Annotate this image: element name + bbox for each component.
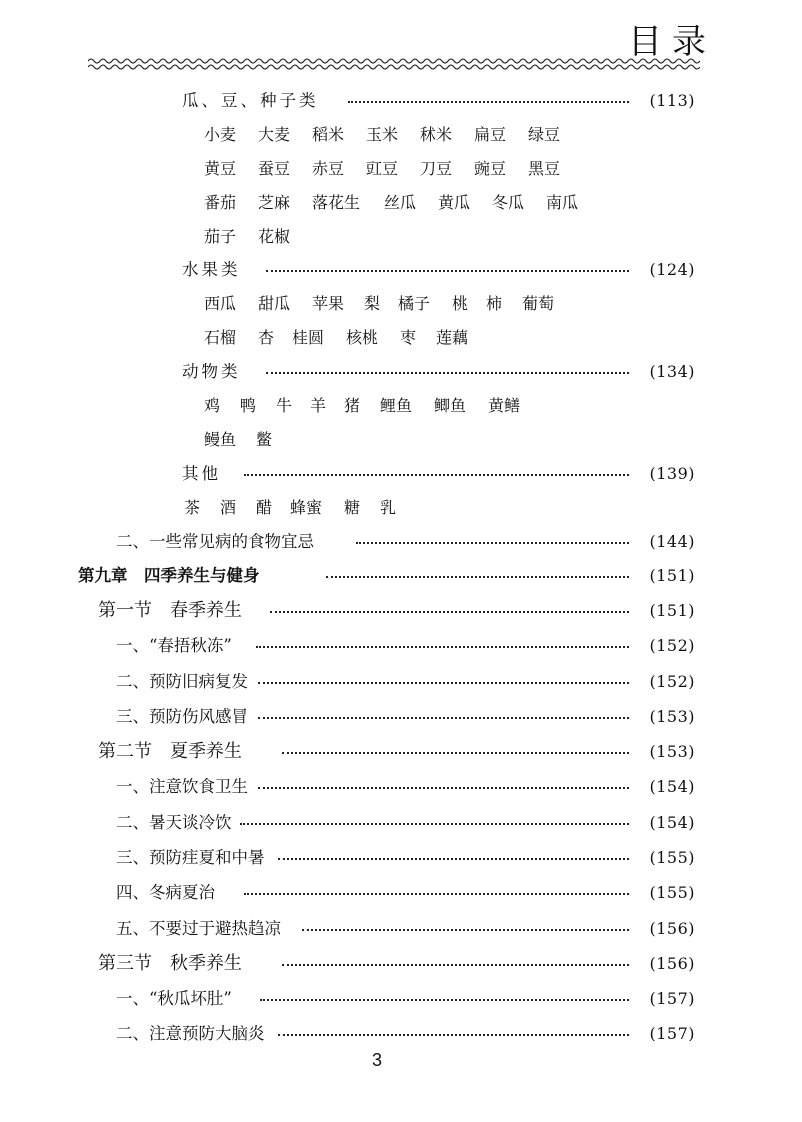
toc-section-entry[interactable] bbox=[98, 739, 695, 765]
toc-entry-page: (153) bbox=[649, 742, 695, 761]
toc-item-row bbox=[204, 325, 468, 351]
toc-item: 丝瓜 bbox=[384, 193, 417, 212]
toc-leader bbox=[256, 646, 629, 648]
toc-entry-label: 四、冬病夏治 bbox=[116, 883, 215, 902]
toc-entry[interactable] bbox=[116, 986, 695, 1012]
toc-entry-page: (152) bbox=[649, 672, 695, 691]
toc-item: 桂圆 bbox=[292, 328, 325, 347]
toc-item: 鲫鱼 bbox=[434, 396, 467, 415]
toc-item: 南瓜 bbox=[546, 193, 579, 212]
toc-item: 茄子 bbox=[204, 227, 237, 246]
toc-entry-page: (154) bbox=[649, 777, 695, 796]
toc-item: 鳖 bbox=[256, 430, 273, 449]
toc-item: 黑豆 bbox=[528, 159, 561, 178]
toc-item: 刀豆 bbox=[420, 159, 453, 178]
toc-item: 甜瓜 bbox=[258, 294, 291, 313]
toc-entry-label: 二、一些常见病的食物宜忌 bbox=[116, 532, 314, 551]
toc-entry[interactable] bbox=[116, 1021, 695, 1047]
toc-entry-label: 二、预防旧病复发 bbox=[116, 672, 248, 691]
toc-entry-label: 二、暑天谈冷饮 bbox=[116, 813, 232, 832]
toc-item: 羊 bbox=[310, 396, 327, 415]
toc-item-row bbox=[184, 495, 396, 521]
toc-item: 梨 bbox=[364, 294, 381, 313]
toc-entry-page: (139) bbox=[649, 464, 695, 483]
toc-item: 豌豆 bbox=[474, 159, 507, 178]
toc-entry-page: (157) bbox=[649, 1024, 695, 1043]
toc-entry-label: 三、预防伤风感冒 bbox=[116, 707, 248, 726]
toc-leader bbox=[356, 542, 629, 544]
toc-entry-page: (113) bbox=[649, 91, 695, 110]
toc-chapter-entry[interactable] bbox=[78, 563, 695, 589]
toc-item: 冬瓜 bbox=[492, 193, 525, 212]
toc-leader bbox=[258, 682, 629, 684]
toc-item: 花椒 bbox=[258, 227, 291, 246]
toc-item: 秫米 bbox=[420, 125, 453, 144]
toc-entry[interactable] bbox=[116, 774, 695, 800]
toc-leader bbox=[240, 823, 629, 825]
toc-entry-page: (155) bbox=[649, 848, 695, 867]
toc-entry-page: (156) bbox=[649, 954, 695, 973]
toc-item: 杏 bbox=[258, 328, 275, 347]
toc-item: 蚕豆 bbox=[258, 159, 291, 178]
toc-leader bbox=[302, 929, 629, 931]
toc-item-row bbox=[204, 156, 560, 182]
toc-leader bbox=[282, 752, 629, 754]
toc-item: 莲藕 bbox=[436, 328, 469, 347]
toc-entry[interactable] bbox=[116, 880, 695, 906]
toc-entry-page: (134) bbox=[649, 362, 695, 381]
toc-item: 鸡 bbox=[204, 396, 221, 415]
toc-entry[interactable] bbox=[116, 810, 695, 836]
toc-leader bbox=[266, 270, 629, 272]
toc-entry-label: 第三节 秋季养生 bbox=[98, 953, 242, 974]
toc-entry[interactable] bbox=[182, 359, 695, 385]
toc-item: 桃 bbox=[452, 294, 469, 313]
toc-leader bbox=[282, 964, 629, 966]
toc-entry-page: (152) bbox=[649, 636, 695, 655]
toc-leader bbox=[244, 474, 629, 476]
toc-item: 扁豆 bbox=[474, 125, 507, 144]
toc-item: 蜂蜜 bbox=[290, 498, 323, 517]
toc-entry-page: (155) bbox=[649, 883, 695, 902]
toc-entry-label: 水果类 bbox=[182, 260, 241, 279]
toc-entry-page: (151) bbox=[649, 601, 695, 620]
toc-item: 黄鳝 bbox=[488, 396, 521, 415]
toc-entry-page: (144) bbox=[649, 532, 695, 551]
toc-entry-label: 一、“秋瓜坏肚” bbox=[116, 989, 232, 1008]
toc-leader bbox=[260, 999, 629, 1001]
toc-item: 醋 bbox=[256, 498, 273, 517]
toc-entry-label: 第一节 春季养生 bbox=[98, 600, 242, 621]
toc-item: 酒 bbox=[220, 498, 237, 517]
toc-item: 糖 bbox=[344, 498, 361, 517]
toc-item: 石榴 bbox=[204, 328, 237, 347]
toc-entry-label: 其他 bbox=[182, 464, 221, 483]
toc-leader bbox=[278, 858, 629, 860]
toc-section-entry[interactable] bbox=[98, 951, 695, 977]
toc-leader bbox=[348, 101, 629, 103]
toc-item: 猪 bbox=[344, 396, 361, 415]
toc-item: 芝麻 bbox=[258, 193, 291, 212]
page-number: 3 bbox=[372, 1050, 383, 1070]
toc-entry-page: (156) bbox=[649, 919, 695, 938]
toc-item: 小麦 bbox=[204, 125, 237, 144]
toc-item-row bbox=[204, 190, 578, 216]
toc-item: 玉米 bbox=[366, 125, 399, 144]
toc-entry-label: 第九章 四季养生与健身 bbox=[78, 566, 260, 585]
toc-item: 赤豆 bbox=[312, 159, 345, 178]
toc-item: 鳗鱼 bbox=[204, 430, 237, 449]
toc-entry-page: (157) bbox=[649, 989, 695, 1008]
toc-section-entry[interactable] bbox=[98, 598, 695, 624]
toc-item-row bbox=[204, 291, 554, 317]
toc-entry-page: (153) bbox=[649, 707, 695, 726]
toc-leader bbox=[326, 576, 629, 578]
toc-entry[interactable] bbox=[116, 916, 695, 942]
toc-item: 鸭 bbox=[240, 396, 257, 415]
header-title: 目录 bbox=[628, 22, 716, 62]
toc-item: 绿豆 bbox=[528, 125, 561, 144]
toc-entry-label: 五、不要过于避热趋凉 bbox=[116, 919, 281, 938]
toc-leader bbox=[258, 787, 629, 789]
toc-item: 乳 bbox=[380, 498, 397, 517]
toc-leader bbox=[266, 372, 629, 374]
toc-item: 鲤鱼 bbox=[380, 396, 413, 415]
toc-entry-label: 动物类 bbox=[182, 362, 241, 381]
toc-leader bbox=[244, 893, 629, 895]
toc-item: 橘子 bbox=[398, 294, 431, 313]
toc-entry-page: (151) bbox=[649, 566, 695, 585]
toc-item: 核桃 bbox=[346, 328, 379, 347]
toc-item-row bbox=[204, 427, 272, 453]
toc-entry-page: (124) bbox=[649, 260, 695, 279]
toc-item-row bbox=[204, 224, 290, 250]
toc-item: 大麦 bbox=[258, 125, 291, 144]
toc-entry[interactable] bbox=[182, 257, 695, 283]
toc-item: 枣 bbox=[400, 328, 417, 347]
toc-entry-label: 一、“春捂秋冻” bbox=[116, 636, 232, 655]
toc-item: 柿 bbox=[486, 294, 503, 313]
toc-entry[interactable] bbox=[116, 704, 695, 730]
toc-entry-label: 三、预防疰夏和中暑 bbox=[116, 848, 265, 867]
toc-entry-label: 瓜、豆、种子类 bbox=[182, 91, 319, 110]
toc-item: 番茄 bbox=[204, 193, 237, 212]
toc-entry-label: 一、注意饮食卫生 bbox=[116, 777, 248, 796]
toc-item: 苹果 bbox=[312, 294, 345, 313]
toc-item: 稻米 bbox=[312, 125, 345, 144]
toc-leader bbox=[258, 717, 629, 719]
toc-item-row bbox=[204, 122, 560, 148]
toc-entry[interactable] bbox=[116, 529, 695, 555]
toc-entry[interactable] bbox=[116, 845, 695, 871]
toc-item-row bbox=[204, 393, 520, 419]
toc-item: 茶 bbox=[184, 498, 201, 517]
toc-item: 黄豆 bbox=[204, 159, 237, 178]
toc-item: 豇豆 bbox=[366, 159, 399, 178]
toc-leader bbox=[278, 1034, 629, 1036]
toc-item: 葡萄 bbox=[522, 294, 555, 313]
wavy-rule bbox=[88, 56, 700, 72]
toc-item: 西瓜 bbox=[204, 294, 237, 313]
toc-item: 落花生 bbox=[312, 193, 361, 212]
toc-entry-label: 第二节 夏季养生 bbox=[98, 741, 242, 762]
toc-leader bbox=[270, 611, 629, 613]
toc-entry[interactable] bbox=[182, 88, 695, 114]
toc-entry[interactable] bbox=[116, 633, 695, 659]
toc-entry[interactable] bbox=[116, 669, 695, 695]
toc-entry-label: 二、注意预防大脑炎 bbox=[116, 1024, 265, 1043]
toc-item: 牛 bbox=[276, 396, 293, 415]
toc-entry[interactable] bbox=[182, 461, 695, 487]
toc-item: 黄瓜 bbox=[438, 193, 471, 212]
toc-entry-page: (154) bbox=[649, 813, 695, 832]
